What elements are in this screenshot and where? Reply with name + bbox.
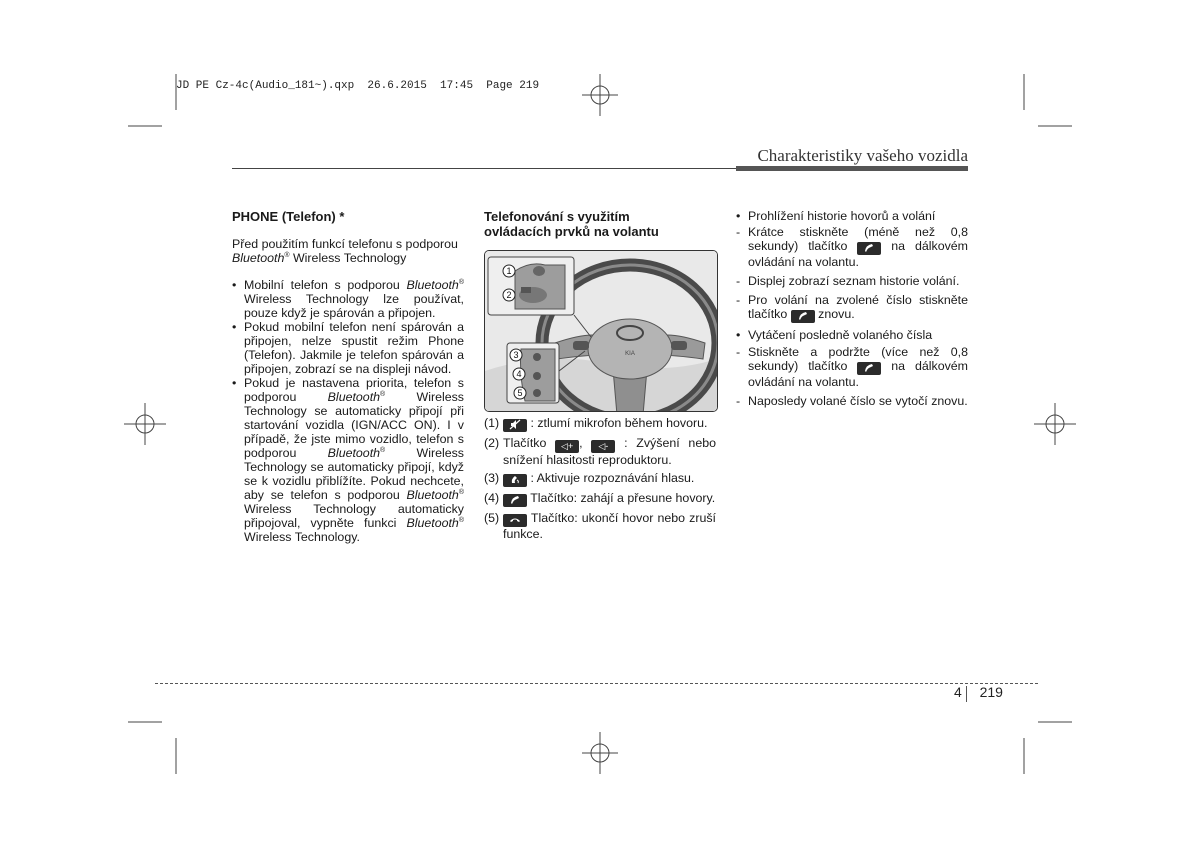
column-1 — [232, 209, 464, 544]
item-text: Displej zobrazí seznam historie volání. — [748, 274, 960, 288]
bluetooth-term: Bluetooth — [327, 390, 381, 404]
callout-5: 5 — [517, 388, 523, 398]
dash: - — [736, 394, 741, 408]
list-item — [736, 225, 968, 269]
item-text: Wireless Technology automaticky připojoval, vypněte funkci — [244, 502, 464, 530]
call-answer-icon — [791, 310, 815, 323]
item-text: na dálkovém ovládání na volantu. — [748, 239, 968, 269]
item-text: Wireless Technology se automaticky připojí, když se k vozidlu přiblížíte. Pokud nechcete, aby se telefon s podporou — [244, 446, 464, 502]
item-text: Pokud mobilní telefon není spárován a připojen, nelze spustit režim Phone (Telefon). Jakmile je telefon spárován a připojen, zobrazí se na displeji návod. — [244, 320, 464, 376]
registered-mark: ® — [380, 390, 386, 398]
item-text: Pro volání na zvolené číslo stiskněte tlačítko — [748, 293, 968, 321]
legend-item-2 — [484, 436, 716, 467]
item-text: na dálkovém ovládání na volantu. — [748, 359, 968, 389]
list-item — [736, 345, 968, 389]
legend-text: Tlačítko: zahájí a přesune hovory. — [527, 491, 716, 505]
legend-number: (2) — [484, 436, 500, 450]
header-bar — [736, 166, 968, 171]
page-number-value: 219 — [979, 684, 1003, 700]
legend-item-3 — [484, 471, 716, 487]
bullet: • — [232, 376, 237, 390]
legend-item-4 — [484, 491, 716, 507]
print-slug: JD PE Cz-4c(Audio_181~).qxp 26.6.2015 17:45 Page 219 — [176, 80, 540, 92]
voice-recognition-icon — [503, 474, 527, 487]
call-answer-icon — [503, 494, 527, 507]
dash: - — [736, 345, 741, 359]
intro-paragraph — [232, 237, 464, 265]
running-header-title: Charakteristiky vašeho vozidla — [757, 146, 968, 165]
registered-mark: ® — [458, 488, 464, 496]
intro-text: Před použitím funkcí telefonu s podporou — [232, 237, 458, 251]
callout-2: 2 — [506, 290, 512, 300]
registered-mark: ® — [284, 251, 290, 259]
list-item — [736, 274, 968, 288]
column-3 — [736, 209, 968, 408]
page-number — [954, 684, 1003, 700]
legend-text: Tlačítko: ukončí hovor nebo zruší funkce. — [503, 511, 716, 541]
legend-text: Tlačítko — [503, 436, 556, 450]
item-text: Vytáčení posledně volaného čísla — [748, 328, 933, 342]
legend-number: (1) — [484, 416, 500, 430]
legend-item-1 — [484, 416, 716, 432]
bluetooth-term: Bluetooth — [406, 488, 459, 502]
list-item — [232, 376, 464, 544]
footer-rule — [155, 683, 1038, 684]
callout-3: 3 — [513, 350, 519, 360]
item-text: Naposledy volané číslo se vytočí znovu. — [748, 394, 968, 408]
dash: - — [736, 293, 741, 307]
item-text: Wireless Technology lze používat, pouze když je spárován a připojen. — [244, 292, 464, 320]
legend-text: : Aktivuje rozpoznávání hlasu. — [527, 471, 695, 485]
item-text: Krátce stiskněte (méně než 0,8 sekundy) tlačítko — [748, 225, 968, 253]
callout-4: 4 — [516, 369, 522, 379]
legend-text: , — [579, 436, 592, 450]
callout-1: 1 — [506, 266, 512, 276]
list-item — [736, 209, 968, 223]
call-answer-icon — [857, 242, 881, 255]
bullet: • — [232, 320, 237, 334]
registered-mark: ® — [458, 516, 464, 524]
item-text: Mobilní telefon s podporou — [244, 278, 407, 292]
heading-line-2: ovládacích prvků na volantu — [484, 224, 659, 239]
item-text: znovu. — [814, 307, 855, 321]
dash: - — [736, 274, 741, 288]
item-text: Wireless Technology se automaticky připojí při startování vozidla (IGN/ACC ON). I v případě, že jste mimo vozidlo, telefon s podporou — [244, 390, 464, 460]
call-end-icon — [503, 514, 527, 527]
volume-up-icon: ◁+ — [555, 440, 579, 453]
list-item — [736, 328, 968, 342]
dash: - — [736, 225, 741, 239]
item-text: Stiskněte a podržte (více než 0,8 sekundy) tlačítko — [748, 345, 968, 373]
legend-text: : Zvýšení nebo snížení hlasitosti reproduktoru. — [503, 436, 716, 467]
item-text: Prohlížení historie hovorů a volání — [748, 209, 936, 223]
chapter-number: 4 — [954, 684, 962, 700]
bullet: • — [232, 278, 237, 292]
volume-down-icon: ◁- — [591, 440, 615, 453]
column-2 — [484, 209, 716, 239]
steering-wheel-illustration — [485, 251, 717, 411]
section-heading-phone: PHONE (Telefon) * — [232, 209, 345, 224]
footer-separator — [966, 686, 967, 702]
item-text: Wireless Technology. — [244, 530, 360, 544]
bluetooth-term: Bluetooth — [327, 446, 381, 460]
registered-mark: ® — [458, 278, 464, 286]
legend-item-5 — [484, 511, 716, 541]
legend-number: (5) — [484, 511, 500, 525]
item-text: Pokud je nastavena priorita, telefon s podporou — [244, 376, 464, 404]
list-item — [736, 293, 968, 323]
legend-number: (4) — [484, 491, 500, 505]
heading-line-1: Telefonování s využitím — [484, 209, 630, 224]
list-item — [736, 394, 968, 408]
intro-text-tail: Wireless Technology — [289, 251, 407, 265]
legend-text: : ztlumí mikrofon během hovoru. — [527, 416, 708, 430]
button-legend — [484, 416, 716, 545]
bullet: • — [736, 328, 741, 342]
section-heading-steering — [484, 209, 716, 239]
call-answer-icon — [857, 362, 881, 375]
bluetooth-term: Bluetooth — [232, 251, 285, 265]
steering-wheel-figure — [484, 250, 718, 412]
list-item — [232, 278, 464, 320]
list-item — [232, 320, 464, 376]
bullet: • — [736, 209, 741, 223]
svg-text:KIA: KIA — [625, 351, 635, 357]
mute-icon — [503, 419, 527, 432]
legend-number: (3) — [484, 471, 500, 485]
bluetooth-term: Bluetooth — [406, 516, 459, 530]
registered-mark: ® — [380, 446, 386, 454]
bluetooth-term: Bluetooth — [406, 278, 459, 292]
